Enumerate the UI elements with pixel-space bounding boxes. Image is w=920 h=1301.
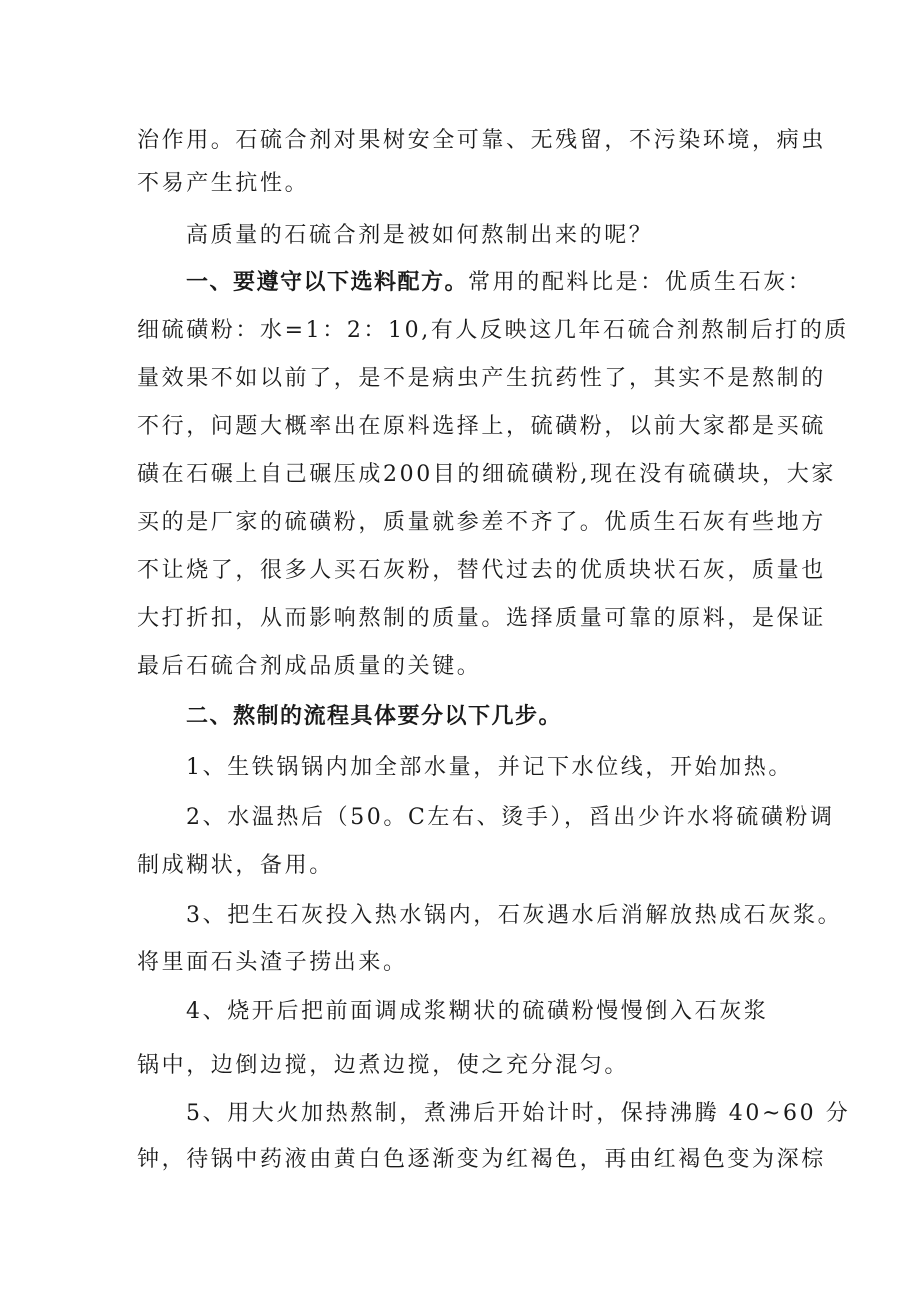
list-item: 5、用大火加热熬制，煮沸后开始计时，保持沸腾 40~60 分 [186,1101,851,1126]
paragraph-line: 将里面石头渣子捞出来。 [137,950,408,975]
paragraph-line: 买的是厂家的硫磺粉，质量就参差不齐了。优质生石灰有些地方 [137,510,826,535]
list-item: 2、水温热后（50。C左右、烫手），舀出少许水将硫磺粉调 [186,805,835,830]
section-heading-2: 二、熬制的流程具体要分以下几步。 [186,704,563,729]
paragraph-line: 不让烧了，很多人买石灰粉，替代过去的优质块状石灰，质量也 [137,558,826,583]
paragraph-line: 治作用。石硫合剂对果树安全可靠、无残留，不污染环境，病虫 [137,128,826,153]
paragraph-line: 锅中，边倒边搅，边煮边搅，使之充分混匀。 [137,1053,630,1078]
paragraph-line: 不易产生抗性。 [137,171,310,196]
paragraph-line: 高质量的石硫合剂是被如何熬制出来的呢？ [186,223,654,248]
paragraph-line: 细硫磺粉：水=1：2：10,有人反映这几年石硫合剂熬制后打的质 [137,318,850,343]
paragraph-line: 大打折扣，从而影响熬制的质量。选择质量可靠的原料，是保证 [137,606,826,631]
heading-1-title: 一、要遵守以下选料配方。 [186,270,469,295]
section-heading-1 [186,268,812,298]
paragraph-line: 制成糊状，备用。 [137,853,334,878]
paragraph-line: 量效果不如以前了，是不是病虫产生抗药性了，其实不是熬制的 [137,366,826,391]
list-item: 4、烧开后把前面调成浆糊状的硫磺粉慢慢倒入石灰浆 [186,999,769,1024]
paragraph-line: 磺在石碾上自己碾压成200目的细硫磺粉,现在没有硫磺块，大家 [137,462,836,487]
list-item: 1、生铁锅锅内加全部水量，并记下水位线，开始加热。 [186,755,793,780]
paragraph-line: 最后石硫合剂成品质量的关键。 [137,654,482,679]
paragraph-line: 钟，待锅中药液由黄白色逐渐变为红褐色，再由红褐色变为深棕 [137,1147,826,1172]
list-item: 3、把生石灰投入热水锅内，石灰遇水后消解放热成石灰浆。 [186,903,843,928]
heading-1-text: 常用的配料比是：优质生石灰： [468,270,813,295]
paragraph-line: 不行，问题大概率出在原料选择上，硫磺粉，以前大家都是买硫 [137,414,826,439]
